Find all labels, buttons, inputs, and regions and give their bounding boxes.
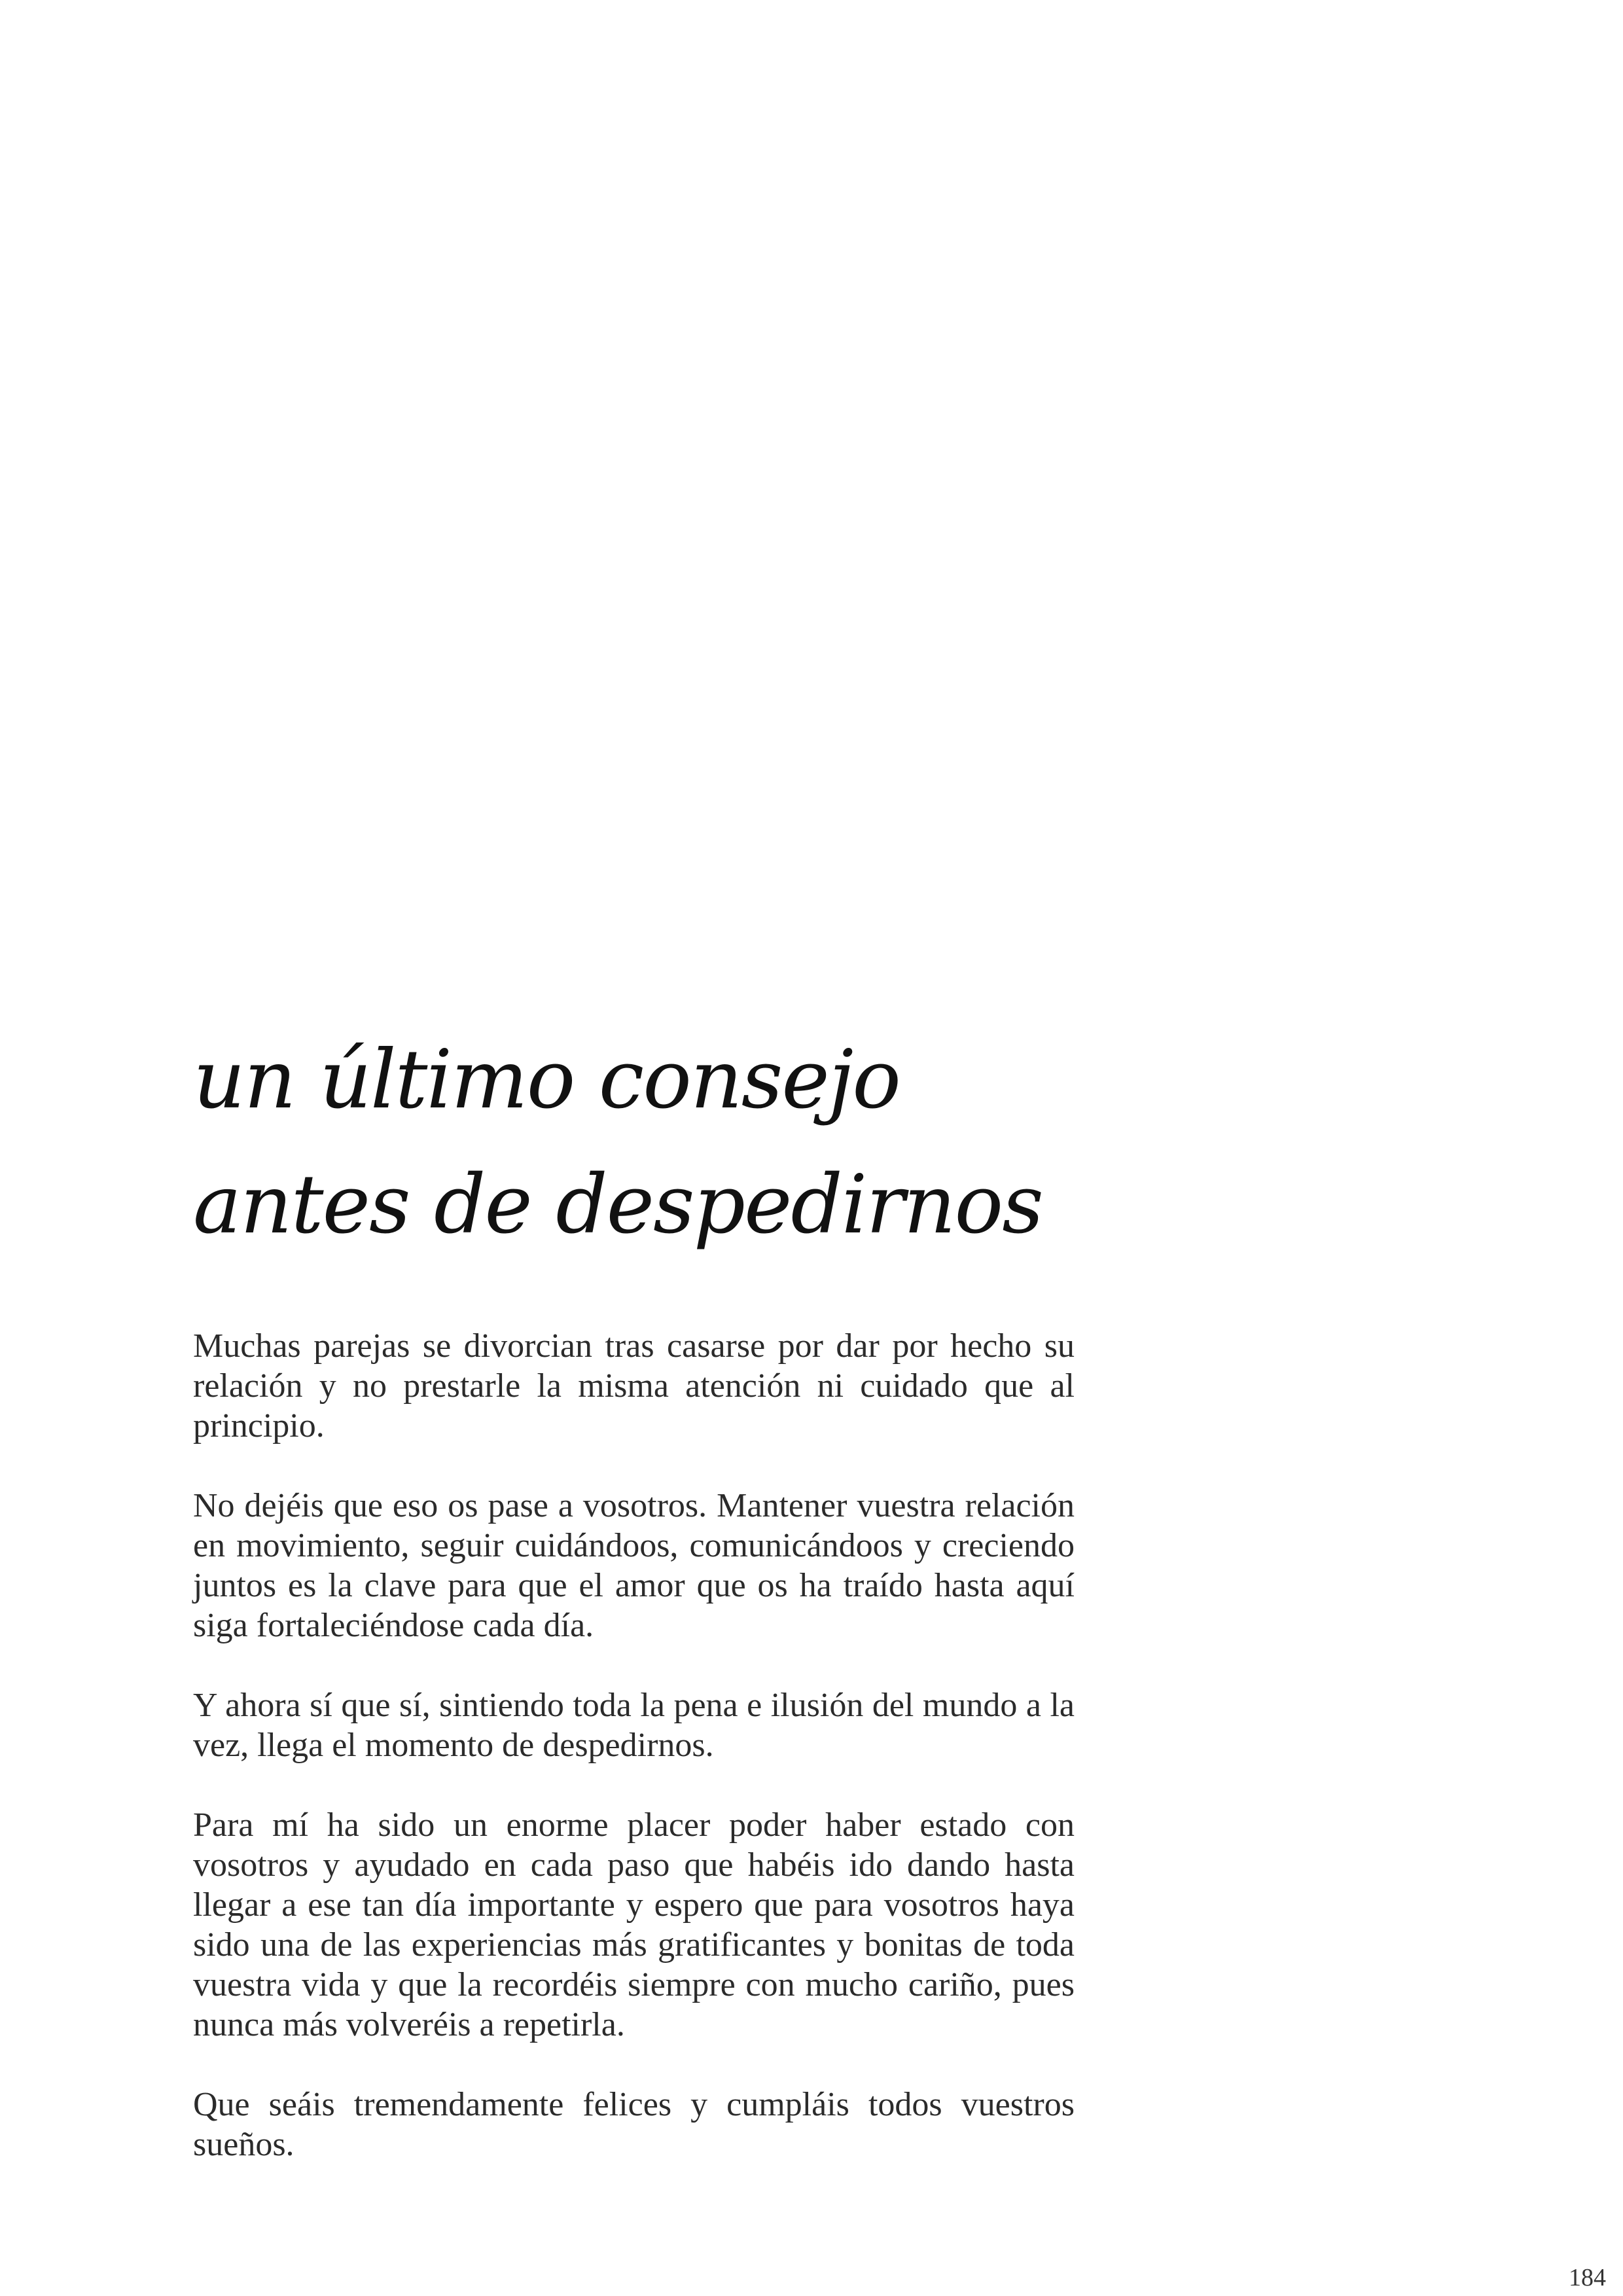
page-title bbox=[193, 1018, 1240, 1268]
page-title-line-1: un último consejo bbox=[193, 1033, 900, 1127]
page-title-line-2: antes de despedirnos bbox=[193, 1158, 1043, 1252]
paragraph-1: Muchas parejas se divorcian tras casarse por dar por hecho su relación y no prestarle la misma atención ni cuidado que al principio. bbox=[193, 1327, 1075, 1444]
body-text bbox=[193, 1326, 1075, 2164]
paragraph-4: Para mí ha sido un enorme placer poder haber estado con vosotros y ayudado en cada paso que habéis ido dando hasta llegar a ese tan día importante y espero que para vosotros haya sido una de las experiencias más gratificantes y bonitas de toda vuestra vida y que la recordéis siempre con mucho cariño, pues nunca más volveréis a repetirla. bbox=[193, 1806, 1075, 2043]
paragraph-3: Y ahora sí que sí, sintiendo toda la pena e ilusión del mundo a la vez, llega el momento de despedirnos. bbox=[193, 1687, 1075, 1764]
paragraph-2: No dejéis que eso os pase a vosotros. Mantener vuestra relación en movimiento, seguir cuidándoos, comunicándoos y creciendo juntos es la clave para que el amor que os ha traído hasta aquí siga fortaleciéndose cada día. bbox=[193, 1487, 1075, 1644]
paragraph-5: Que seáis tremendamente felices y cumpláis todos vuestros sueños. bbox=[193, 2086, 1075, 2163]
page-number: 184 bbox=[1569, 2264, 1606, 2291]
